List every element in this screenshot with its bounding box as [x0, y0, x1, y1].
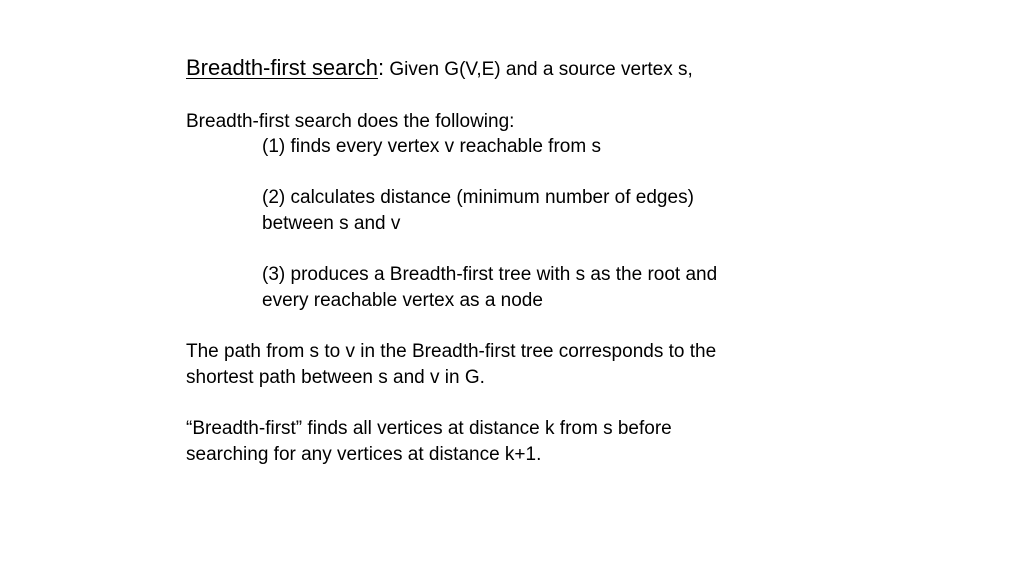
bfs-note-line-1: “Breadth-first” finds all vertices at distance k from s before: [186, 418, 672, 439]
path-note-line-1: The path from s to v in the Breadth-first tree corresponds to the: [186, 341, 717, 362]
heading-term: Breadth-first search: [186, 55, 378, 80]
slide-heading: [186, 56, 693, 82]
intro-text: Breadth-first search does the following:: [186, 111, 515, 132]
step-3-line-2: every reachable vertex as a node: [262, 290, 543, 311]
heading-rest: Given G(V,E) and a source vertex s,: [384, 59, 693, 80]
path-note-line-2: shortest path between s and v in G.: [186, 367, 485, 388]
step-2-line-2: between s and v: [262, 213, 401, 234]
step-3-line-1: (3) produces a Breadth-first tree with s as the root and: [262, 264, 718, 285]
bfs-note-line-2: searching for any vertices at distance k+1.: [186, 444, 542, 465]
step-1-line-1: (1) finds every vertex v reachable from s: [262, 136, 601, 157]
heading-colon: :: [377, 55, 385, 80]
step-2-line-1: (2) calculates distance (minimum number of edges): [262, 187, 694, 208]
